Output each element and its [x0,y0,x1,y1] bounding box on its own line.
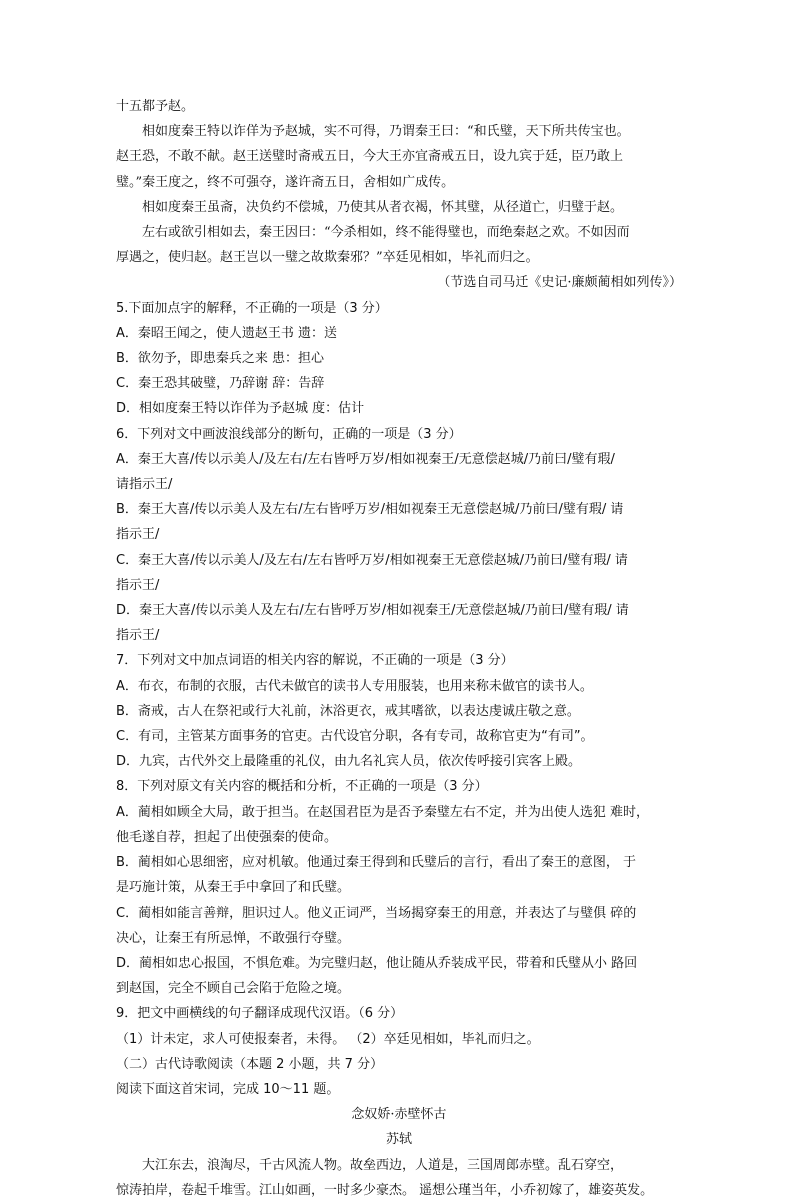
question-5-option-b: B．欲勿予，即患秦兵之来 患：担心 [116,351,325,367]
question-7-option-d: D．九宾，古代外交上最隆重的礼仪，由九名礼宾人员，依次传呼接引宾客上殿。 [116,754,582,770]
passage-source: （节选自司马迁《史记·廉颇蔺相如列传》） [437,275,682,291]
question-6-option-d-cont: 指示王/ [116,628,160,644]
poem-line: 大江东去，浪淘尽，千古风流人物。故垒西边，人道是，三国周郎赤壁。乱石穿空， [142,1157,624,1173]
question-8-option-a: A．蔺相如顾全大局，敢于担当。在赵国君臣为是否予秦璧左右不定，并为出使人选犯 难时， [116,804,650,820]
question-6-option-b-cont: 指示王/ [116,527,160,543]
question-7-option-b: B．斋戒，古人在祭祀或行大礼前，沐浴更衣，戒其嗜欲，以表达虔诚庄敬之意。 [116,703,580,719]
question-5-option-d: D．相如度秦王特以诈佯为予赵城 度：估计 [116,401,365,417]
passage-line: 左右或欲引相如去，秦王因曰：“今杀相如，终不能得璧也，而绝秦赵之欢。不如因而 [142,225,630,241]
passage-line: 赵王恐，不敢不献。赵王送璧时斋戒五日，今大王亦宜斋戒五日，设九宾于廷，臣乃敢上 [116,149,624,165]
question-6-option-a: A．秦王大喜/传以示美人/及左右/左右皆呼万岁/相如视秦王/无意偿赵城/乃前曰/璧有瑕/ [116,451,615,467]
passage-line: 十五都予赵。 [116,99,195,114]
section-2-instruction: 阅读下面这首宋词，完成 10～11 题。 [116,1081,340,1097]
question-6-option-d: D．秦王大喜/传以示美人及左右/左右皆呼万岁/相如视秦王/无意偿赵城/乃前曰/璧有瑕/ 请 [116,603,629,619]
question-9-stem: 9．把文中画横线的句子翻译成现代汉语。（6 分） [116,1006,404,1022]
question-6-option-c-cont: 指示王/ [116,577,160,593]
question-7-stem: 7．下列对文中加点词语的相关内容的解说，不正确的一项是（3 分） [116,653,514,669]
question-5-stem: 5.下面加点字的解释，不正确的一项是（3 分） [116,300,388,316]
question-9-items: （1）计未定，求人可使报秦者，未得。 （2）卒廷见相如，毕礼而归之。 [116,1031,540,1047]
question-8-option-d-cont: 到赵国，完全不顾自己会陷于危险之境。 [116,981,351,997]
poem-line: 惊涛拍岸，卷起千堆雪。江山如画，一时多少豪杰。 遥想公瑾当年，小乔初嫁了，雄姿英发。 [116,1182,654,1198]
passage-line: 厚遇之，使归赵。赵王岂以一璧之故欺秦邪？”卒廷见相如，毕礼而归之。 [116,250,539,266]
question-6-option-a-cont: 请指示王/ [116,477,173,493]
question-6-option-c: C．秦王大喜/传以示美人/及左右/左右皆呼万岁/相如视秦王无意偿赵城/乃前曰/璧有瑕/ 请 [116,552,628,568]
question-7-option-c: C．有司，主管某方面事务的官吏。古代设官分职，各有专司，故称官吏为“有司”。 [116,729,594,745]
question-8-option-c: C．蔺相如能言善辩，胆识过人。他义正词严，当场揭穿秦王的用意，并表达了与璧俱 碎的 [116,905,637,921]
document-body [116,94,682,1203]
poem-title: 念奴娇·赤壁怀古 [351,1107,447,1123]
passage-line: 璧。”秦王度之，终不可强夺，遂许斋五日，舍相如广成传。 [116,174,455,190]
question-5-option-a: A．秦昭王闻之，使人遗赵王书 遗：送 [116,325,338,341]
question-8-stem: 8．下列对原文有关内容的概括和分析，不正确的一项是（3 分） [116,779,488,795]
question-6-option-b: B．秦王大喜/传以示美人及左右/左右皆呼万岁/相如视秦王无意偿赵城/乃前曰/璧有瑕/ 请 [116,502,624,518]
question-8-option-c-cont: 决心，让秦王有所忌惮，不敢强行夺璧。 [116,930,351,946]
question-6-stem: 6．下列对文中画波浪线部分的断句，正确的一项是（3 分） [116,426,462,442]
passage-line: 相如度秦王特以诈佯为予赵城，实不可得，乃谓秦王曰：“和氏璧，天下所共传宝也。 [142,124,630,140]
passage-line: 相如度秦王虽斋，决负约不偿城，乃使其从者衣褐，怀其璧，从径道亡，归璧于赵。 [142,199,624,215]
question-8-option-b-cont: 是巧施计策，从秦王手中拿回了和氏璧。 [116,880,351,896]
question-8-option-b: B．蔺相如心思细密，应对机敏。他通过秦王得到和氏璧后的言行，看出了秦王的意图， 于 [116,855,637,871]
question-8-option-d: D．蔺相如忠心报国，不惧危难。为完璧归赵，他让随从乔装成平民，带着和氏璧从小 路回 [116,955,638,971]
question-5-option-c: C．秦王恐其破璧，乃辞谢 辞：告辞 [116,376,325,392]
section-2-heading: （二）古代诗歌阅读（本题 2 小题，共 7 分） [116,1056,384,1072]
poem-author: 苏轼 [385,1132,412,1148]
question-7-option-a: A．布衣，布制的衣服，古代未做官的读书人专用服装，也用来称未做官的读书人。 [116,678,593,694]
question-8-option-a-cont: 他毛遂自荐，担起了出使强秦的使命。 [116,829,338,845]
